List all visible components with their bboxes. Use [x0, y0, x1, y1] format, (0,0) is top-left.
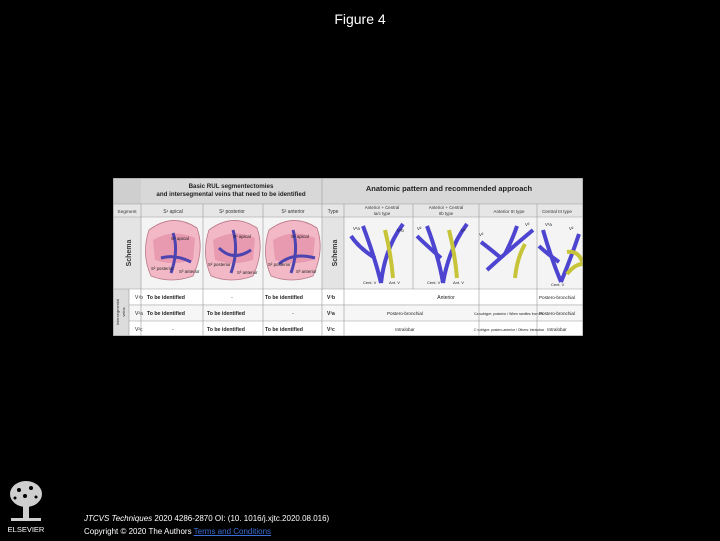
header-left-line1: Basic RUL segmentectomies: [188, 183, 274, 190]
schema-label-left: Schema: [126, 239, 133, 267]
intersegmental-line1: Intersegmental: [115, 298, 120, 326]
svg-text:V²a: V²a: [135, 311, 143, 317]
svg-text:V²a: V²a: [327, 311, 335, 317]
citation-journal: JTCVS Techniques: [84, 514, 153, 523]
col-s2: S² posterior: [219, 209, 245, 215]
col-t1-line1: Anterior + Central: [364, 205, 400, 210]
elsevier-logo: [5, 478, 47, 536]
citation: [84, 514, 329, 523]
seg-label-s1a: S¹ apical: [171, 236, 189, 241]
intersegmental-line2: veins: [121, 307, 126, 317]
vlabel-2c: Cent. V: [427, 280, 441, 285]
lung-schema-s1: [145, 220, 200, 280]
seg-label-s2a: S² posterior: [151, 266, 174, 271]
svg-text:Anterior: Anterior: [437, 295, 455, 301]
figure-image: [113, 178, 583, 336]
svg-text:To be identified: To be identified: [207, 311, 245, 317]
lung-schema-s2: [205, 220, 260, 280]
col-t2-line1: Anterior + Central: [428, 205, 464, 210]
vlabel-1a: V¹a: [353, 226, 360, 231]
vlabel-1d: Ant. V: [389, 280, 400, 285]
vlabel-4b: V²: [569, 226, 574, 231]
svg-text:To be identified: To be identified: [147, 295, 185, 301]
seg-label-s3b: S³ anterior: [237, 270, 258, 275]
seg-label-s1b: S¹ apical: [233, 234, 251, 239]
svg-text:Intralobar: Intralobar: [547, 327, 567, 332]
svg-text:C subtype: postero-anterior /: C subtype: postero-anterior / Others: intralobar: [473, 328, 545, 332]
svg-text:Intralobar: Intralobar: [395, 327, 415, 332]
vlabel-1b: V¹b: [397, 228, 404, 233]
svg-text:To be identified: To be identified: [147, 311, 185, 317]
col-type: Type: [327, 209, 339, 215]
svg-text:Postero-bronchial: Postero-bronchial: [538, 295, 576, 300]
copyright-text: Copyright © 2020 The Authors: [84, 527, 192, 536]
col-t1-line2: Ia/c type: [373, 211, 391, 216]
lung-schema-s3: [265, 220, 320, 280]
svg-text:Postero-bronchial: Postero-bronchial: [386, 311, 424, 316]
vlabel-2a: V²: [417, 226, 422, 231]
copyright: [84, 527, 271, 536]
table-row: [129, 289, 583, 304]
svg-text:Ca subtype: posterior / When r: Ca subtype: posterior / When ramifies from bif.: [474, 312, 544, 316]
col-segment: Segment: [117, 210, 137, 215]
vlabel-4c: Cent. V: [551, 282, 565, 287]
col-s3: S³ anterior: [281, 209, 305, 215]
header-right: Anatomic pattern and recommended approach: [365, 184, 533, 193]
seg-label-s3c: S³ anterior: [296, 269, 317, 274]
svg-text:-: -: [292, 311, 294, 317]
svg-text:V²c: V²c: [327, 327, 335, 333]
svg-text:-: -: [172, 327, 174, 333]
svg-text:To be identified: To be identified: [265, 295, 303, 301]
header-left-line2: and intersegmental veins that need to be identified: [156, 191, 306, 198]
vlabel-2d: Ant. V: [453, 280, 464, 285]
seg-label-s2c: S² posterior: [268, 262, 291, 267]
seg-label-s3a: S³ anterior: [179, 269, 200, 274]
svg-text:V²c: V²c: [135, 327, 143, 333]
citation-details: 2020 4286-2870 OI: (10. 1016/j.xjtc.2020.08.016): [152, 514, 330, 523]
table-row: [129, 305, 583, 320]
col-t4: Central III type: [542, 209, 572, 214]
svg-text:-: -: [231, 295, 233, 301]
figure-title: Figure 4: [334, 11, 386, 27]
svg-text:To be identified: To be identified: [265, 327, 303, 333]
svg-text:To be identified: To be identified: [207, 327, 245, 333]
col-s1: S¹ apical: [163, 209, 183, 215]
seg-label-s2b: S² posterior: [208, 262, 231, 267]
vlabel-1c: Cent. V: [363, 280, 377, 285]
vlabel-3b: V³: [525, 222, 530, 227]
vlabel-4a: V¹a: [545, 222, 552, 227]
vlabel-3a: V²: [479, 232, 484, 237]
col-t3: Anterior III type: [493, 209, 525, 214]
seg-label-s1c: S¹ apical: [291, 234, 309, 239]
terms-link[interactable]: Terms and Conditions: [193, 527, 272, 536]
logo-text: ELSEVIER: [7, 525, 45, 534]
svg-text:Postero-bronchial: Postero-bronchial: [538, 311, 576, 316]
table-row: [129, 321, 583, 336]
schema-label-right: Schema: [332, 239, 339, 267]
svg-text:V¹b: V¹b: [327, 295, 336, 301]
svg-text:V¹b: V¹b: [135, 295, 143, 301]
col-t2-line2: IIb type: [438, 211, 454, 216]
vlabel-2b: V³: [461, 228, 466, 233]
